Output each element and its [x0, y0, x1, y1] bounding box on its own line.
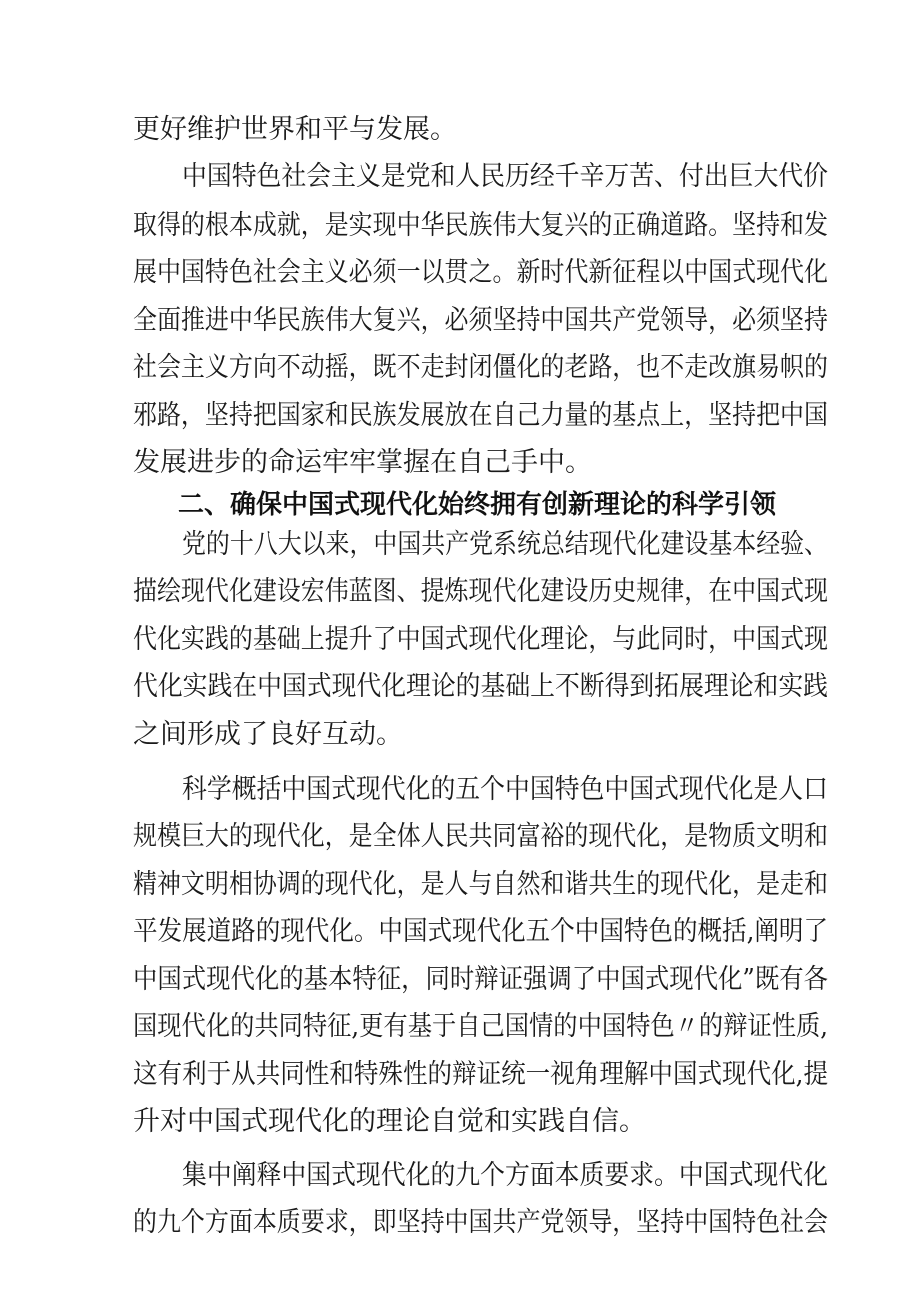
- text-line-content: 党的十八大以来，中国共产党系统总结现代化建设基本经验、: [182, 529, 828, 560]
- text-line-content: 发展进步的命运牢牢掌握在自己手中。: [133, 447, 592, 478]
- text-line-content: 邪路，坚持把国家和民族发展放在自己力量的基点上，坚持把中国: [133, 400, 828, 431]
- text-line-content: 的九个方面本质要求，即坚持中国共产党领导，坚持中国特色社会: [133, 1207, 828, 1238]
- text-line-content: 升对中国式现代化的理论自觉和实践自信。: [133, 1106, 646, 1137]
- text-line: [0, 299, 920, 343]
- text-line-content: 全面推进中华民族伟大复兴，必须坚持中国共产党领导，必须坚持: [133, 305, 828, 336]
- text-line: [0, 713, 920, 757]
- text-line: [0, 1201, 920, 1245]
- text-line: [0, 1100, 920, 1144]
- text-line: [0, 958, 920, 1002]
- text-line-content: 精神文明相协调的现代化，是人与自然和谐共生的现代化，是走和: [133, 869, 828, 900]
- text-line-content: 代化实践在中国式现代化理论的基础上不断得到拓展理论和实践: [133, 671, 828, 702]
- text-line: [0, 665, 920, 709]
- text-line-content: 更好维护世界和平与发展。: [133, 114, 457, 145]
- text-line: [0, 204, 920, 248]
- paragraph-first-line: [0, 155, 920, 199]
- section-heading: [0, 483, 920, 527]
- text-line: [0, 108, 920, 152]
- text-line-content: 这有利于从共同性和特殊性的辩证统一视角理解中国式现代化,提: [133, 1059, 829, 1090]
- text-line-content: 展中国特色社会主义必须一以贯之。新时代新征程以中国式现代化: [133, 257, 828, 288]
- text-line-content: 中国特色社会主义是党和人民历经千辛万苦、付出巨大代价: [182, 161, 828, 192]
- text-line: [0, 863, 920, 907]
- text-line: [0, 251, 920, 295]
- text-line: [0, 570, 920, 614]
- text-line-content: 国现代化的共同特征,更有基于自己国情的中国特色〃的辩证性质,: [133, 1011, 829, 1042]
- text-line: [0, 618, 920, 662]
- text-line: [0, 815, 920, 859]
- text-line-content: 集中阐释中国式现代化的九个方面本质要求。中国式现代化: [182, 1160, 828, 1191]
- text-line-content: 平发展道路的现代化。中国式现代化五个中国特色的概括,阐明了: [133, 916, 829, 947]
- text-line-content: 科学概括中国式现代化的五个中国特色中国式现代化是人口: [182, 774, 828, 805]
- text-line: [0, 910, 920, 954]
- text-line-content: 社会主义方向不动摇，既不走封闭僵化的老路，也不走改旗易帜的: [133, 352, 828, 383]
- paragraph-first-line: [0, 523, 920, 567]
- text-line: [0, 1005, 920, 1049]
- text-line-content: 代化实践的基础上提升了中国式现代化理论，与此同时，中国式现: [133, 624, 828, 655]
- text-line-content: 取得的根本成就，是实现中华民族伟大复兴的正确道路。坚持和发: [133, 210, 828, 241]
- text-line: [0, 346, 920, 390]
- section-heading-text: 二、确保中国式现代化始终拥有创新理论的科学引领: [178, 490, 777, 520]
- text-line: [0, 441, 920, 485]
- text-line: [0, 394, 920, 438]
- paragraph-first-line: [0, 768, 920, 812]
- text-line-content: 中国式现代化的基本特征，同时辩证强调了中国式现代化”既有各: [133, 964, 828, 995]
- text-line-content: 规模巨大的现代化，是全体人民共同富裕的现代化，是物质文明和: [133, 821, 828, 852]
- text-line-content: 描绘现代化建设宏伟蓝图、提炼现代化建设历史规律，在中国式现: [133, 576, 828, 607]
- text-line-content: 之间形成了良好互动。: [133, 719, 403, 750]
- text-line: [0, 1053, 920, 1097]
- paragraph-first-line: [0, 1154, 920, 1198]
